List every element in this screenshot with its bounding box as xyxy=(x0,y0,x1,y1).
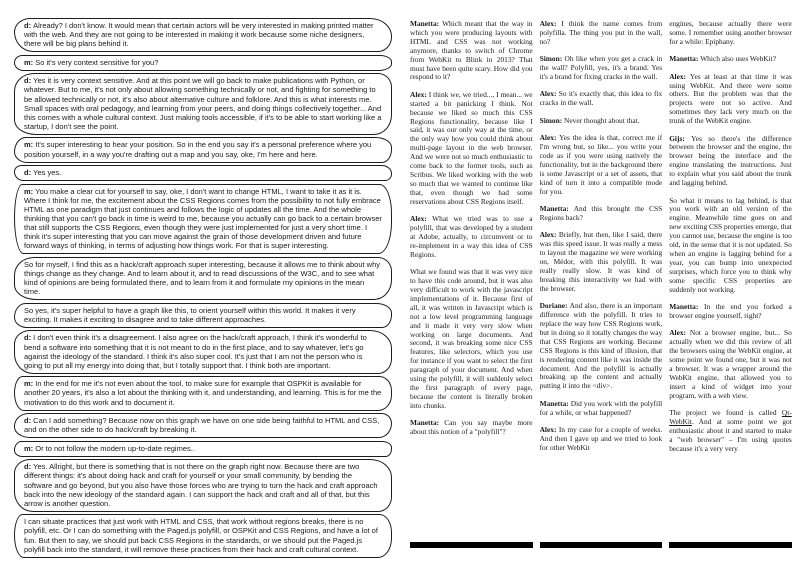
transcript-paragraph: Gijs: Yes so there's the difference between the browser and the engine, the browser being the interface and the engine translating the instructions. Just to explain what you said about the trunk and lagging behind. xyxy=(669,133,792,188)
column-1 xyxy=(410,20,533,548)
speaker-label: m: xyxy=(24,57,36,67)
speech-bubble: m: In the end for me it's not even about the tool, to make sure for example that OSPKit is available for another 20 years, it's also a lot about the thinking with it, and understanding, and learning. This is for me the motivation to do this work and to document it. xyxy=(14,376,392,410)
transcript-paragraph: Manetta: Which meant that the way in which you were producing layouts with HTML and CSS was not working anymore, thanks to switch of Chrome from WebKit to Blink in 2013? That must have been quite scary. How did you respond to it? xyxy=(410,20,533,82)
speaker-label: Alex: xyxy=(539,89,559,99)
speaker-label: Manetta: xyxy=(669,301,704,311)
column-1-text xyxy=(410,20,533,540)
column-2-text xyxy=(540,20,663,540)
transcript-paragraph: Alex: I think we, we tried..., I mean... we started a bit panicking I think. Not because we liked so much this CSS Regions functionality, because like I said, it was our only way at the time, or the only way how you could think about multi-page layout in the web browser. And we were not so much enthusiastic to come back to the former tools, such as Scribus. We liked working with the web so much that we wanted to continue like that, even though we had some reservations about CSS Regions itself. xyxy=(410,89,533,206)
speech-bubble: d: Can I add something? Because now on this graph we have on one side being faithful to HTML and CSS, and on the other side to do hack/craft by breaking it. xyxy=(14,413,392,438)
speaker-label: Manetta: xyxy=(539,204,574,213)
speech-bubble: So for myself, I find this as a hack/craft approach super interesting, because it allows me to think about why things change as they change. And to learn about it, and to read discussions of the W3C, and to see what kind of opinions are being formulated there, and to learn from it and formulate my opinions in the mean time. xyxy=(14,257,392,300)
column-end-bar xyxy=(410,542,533,548)
speech-bubble: m: Or to not follow the modern up-to-date regimes.. xyxy=(14,441,392,457)
speaker-label: d: xyxy=(24,76,34,86)
qt-webkit-link[interactable]: Qt-WebKit xyxy=(669,408,792,426)
speaker-label: Simon: xyxy=(539,54,565,64)
transcript-paragraph: Alex: I think the name comes from polyfilla. The thing you put in the wall, no? xyxy=(539,20,663,46)
column-end-bar xyxy=(540,542,663,548)
speaker-label: Alex: xyxy=(539,230,559,240)
speech-bubble: d: Yes it is very context sensitive. And at this point we will go back to make publications with Python, or whatever. But to me, it's not only about allowing something technically or not, and fighting for something to be allowed technically or not, it's also about alternative culture and folklore. And this is what interests me. Small spaces with oral pedagogy, and learning from your peers, and doing things collectively together... And this comes with a whole cultural context. Just making tools accessible, if it's to be able to start working like a startup, I don't see the point. xyxy=(14,73,392,135)
transcript-paragraph: Alex: What we tried was to use a polyfill, that was developed by a student at Adobe, actually, to circumvent or to re-implement in a way this idea of CSS Regions. xyxy=(410,214,533,259)
transcript-paragraph: Simon: Never thought about that. xyxy=(539,115,640,125)
speaker-label: d: xyxy=(24,416,34,426)
speaker-label: Doriane: xyxy=(539,301,570,311)
transcript-paragraph: Alex: Not a browser engine, but... So actually when we did this review of all the browsers using the WebKit engine, at some point we found one, but it was not a browser. It was a wrapper around the WebKit engine, that allowed you to insert a kind of widget into your program, with a web view. xyxy=(669,328,792,400)
transcript-paragraph: Alex: So it's exactly that, this idea to fix cracks in the wall. xyxy=(539,89,663,108)
transcript-paragraph: What we found was that it was very nice to have this code around, but it was also very difficult to work with the javascript implementations of it. Because first of all, it was written in Javascript which is not a low level programming language and it made it very very slow when working on large documents. And second, it was breaking some nice CSS features, like selectors, which you use for instance if you want to select the first paragraph of your document. And when using the polyfill, it will suddenly select the first paragraph of every page, because the content is literally broken into chunks. xyxy=(410,267,533,410)
transcript-paragraph: Manetta: And this brought the CSS Regions back? xyxy=(539,204,663,222)
transcript-paragraph: Alex: Yes at least at that time it was using WebKit. And there were some others. But the problem was that the projects were not so active. And sometimes they lack very much on the trunk of the WebKit engine. xyxy=(669,71,792,126)
speaker-label: m: xyxy=(24,140,36,150)
speaker-label: Alex: xyxy=(669,71,690,81)
transcript-paragraph: Manetta: Which also uses WebKit? xyxy=(669,54,777,64)
speaker-label: Alex: xyxy=(410,214,433,224)
column-3-text xyxy=(669,20,792,540)
speech-bubble: I can situate practices that just work with HTML and CSS, that work without regions breaks, there is no polyfill, etc. Or I can do something with the Paged.js polyfill, or OSPKit and CSS Regions, and have a lot of fun. But then to say, we should put back CSS Regions in the standards, or we should put the Paged.js polyfill back into the standard, it will remove these practices from their hack and craft cultural context. xyxy=(14,514,392,557)
speaker-label: Manetta: xyxy=(669,54,701,64)
transcript-paragraph: So what it means to lag behind, is that you work with an old version of the engine. Meanwhile time goes on and new exciting CSS properties emerge, that you cannot use, because the engine is too old, in the sense that it is not updated. So when an engine is lagging behind for a year, you can bump into unexpected surprises, which force you to think why some specific CSS properties are suddenly not working. xyxy=(669,195,792,294)
speaker-label: Manetta: xyxy=(410,418,445,428)
speech-bubble: d: Already? I don't know. It would mean that certain actors will be very interested in making printed matter with the web. And they are not going to be interested in making it work because some niche designers, there will be big plans behind it. xyxy=(14,18,392,52)
speaker-label: Simon: xyxy=(539,115,565,125)
speaker-label: Manetta: xyxy=(539,398,571,408)
speaker-label: Alex: xyxy=(669,328,690,338)
speech-bubble: d: Yes yes. xyxy=(14,165,392,181)
speech-bubble: So yes, it's super helpful to have a graph like this, to orient yourself within this world. It makes it very exciting. It makes it exciting to disagree and to take different approaches. xyxy=(14,303,392,328)
speaker-label: Alex: xyxy=(539,20,562,28)
speech-bubble: m: It's super interesting to hear your position. So in the end you say it's a personal preference where you position yourself, in a way you're drafting out a map and you say, oke, I'm here and here. xyxy=(14,137,392,162)
transcript-paragraph: Simon: Oh like when you get a crack in the wall? Polyfill, yes, it's a brand. Yes it's a brand for fixing cracks in the wall. xyxy=(539,54,663,82)
transcript-paragraph: Alex: Yes the idea is that, correct me if I'm wrong but, so like... you write your code as if you were using natively the functionality, but in the background there is some Javascript or a set of assets, that kind of turn it into a compatible mode for you. xyxy=(539,133,663,196)
speaker-label: d: xyxy=(24,333,34,343)
speaker-label: Alex: xyxy=(410,89,429,99)
column-end-bar xyxy=(669,542,792,548)
speech-bubble: d: Yes. Allright, but there is something that is not there on the graph right now. Because there are two different things: it's about doing hack and craft for yourself or your small community, by bending the software and go beyond, but you also have those forces who are trying to turn the hack and craft approach back into the new ideology of the standard again. I can support the hack and craft and all of that, but this arrow is another question. xyxy=(14,459,392,511)
transcript-paragraph: Manetta: In the end you forked a browser engine yourself, right? xyxy=(669,301,792,320)
transcript-paragraph: Doriane: And also, there is an important difference with the polyfill. It tries to replace the way how CSS Regions work, but in doing so it totally changes the way that CSS Regions are working. Because CSS Regions is this kind of illusion, that is rendering content like it was inside the document. And the polyfill is actually breaking up the content and actually putting it into the <div>. xyxy=(539,301,663,391)
transcript-paragraph: Manetta: Did you work with the polyfill for a while, or what happened? xyxy=(539,398,663,417)
speech-bubble: d: I don't even think it's a disagreement. I also agree on the hack/craft approach, I think it's wonderful to bend a software into something that it is not meant to do in the first place, and to say whatever, let's go against the ideology of the standard. I think it's also super cool. It's just that I am not the person who is going to put all my energy into doing that, but I totally support that. I think both are important. xyxy=(14,330,392,373)
column-3 xyxy=(669,20,792,548)
transcript-paragraph: Alex: In my case for a couple of weeks. And then I gave up and we tried to look for other WebKit xyxy=(539,425,663,452)
speaker-label: Gijs: xyxy=(669,133,692,143)
transcript-paragraph: The project we found is called Qt-WebKit. And at some point we got enthusiastic about it and started to make a "web browser" – I'm using quotes because it's a very very xyxy=(669,408,792,453)
transcript-paragraph: Alex: Briefly, but then, like I said, there was this speed issue. It was really a mess to layout the magazine we were working on, Médor, with this polyfill. It was really really slow. It was kind of breaking this interactivity we had with the browser. xyxy=(539,230,663,293)
speaker-label: d: xyxy=(24,168,34,178)
transcript-paragraph: Manetta: Can you say maybe more about this notion of a "polyfill"? xyxy=(410,418,533,437)
right-page xyxy=(410,20,792,548)
speech-bubble: m: You make a clear cut for yourself to say, oke, I don't want to change HTML, I want to take it as it is. Where I think for me, the excitement about the CSS Regions comes from the possibility to not fully embrace HTML as one paradigm that just continues and follows the logic of updates all the time. And the whole thinking that you can't go back in time is weird to me, because you actually can go back to a certain browser that still supports the CSS Regions, even though they were just implemented for just a very short time. I think it's super interesting that you can move against the grain of those development driven and future forward ways of thinking, in terms of adjusting how things work. For that is super interesting. xyxy=(14,184,392,255)
speaker-label: m: xyxy=(24,443,36,453)
left-page xyxy=(14,18,392,554)
speaker-label: Alex: xyxy=(539,425,559,435)
transcript-paragraph: engines, because actually there were some. I remember using another browser for a while: Epiphany. xyxy=(669,20,792,46)
speaker-label: m: xyxy=(24,186,36,196)
speaker-label: Manetta: xyxy=(410,20,443,28)
speaker-label: d: xyxy=(24,21,34,30)
speaker-label: d: xyxy=(24,462,34,472)
speech-bubble: m: So it's very context sensitive for you? xyxy=(14,55,392,71)
column-2 xyxy=(540,20,663,548)
speaker-label: m: xyxy=(24,379,36,389)
speaker-label: Alex: xyxy=(539,133,560,143)
